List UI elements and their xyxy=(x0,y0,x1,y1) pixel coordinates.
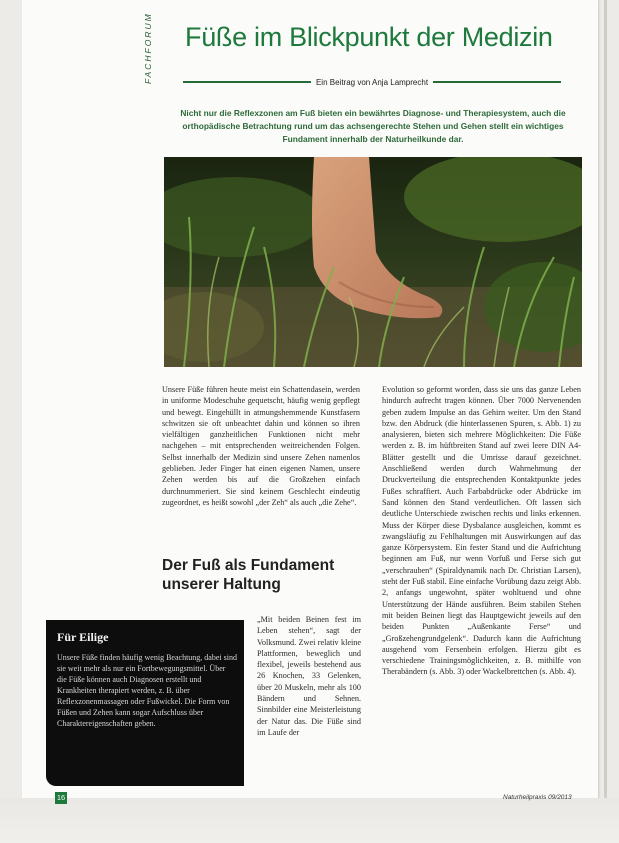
scan-margin xyxy=(0,798,619,843)
summary-box-text: Unsere Füße finden häufig wenig Beachtung, dabei sind sie weit mehr als nur ein Fortbewegungsmittel. Über die Füße können auch Diagnosen erstellt und Krankheiten therapiert werden, z. B. über Reflexzonenmassagen oder Fußwickel. Die Form von Füßen und Zehen kann sogar Aufschluss über Charaktereigenschaften geben. xyxy=(57,653,237,728)
lead-paragraph: Nicht nur die Reflexzonen am Fuß bieten ein bewährtes Diagnose- und Therapiesystem, auch die orthopädische Betrachtung rund um das achsengerechte Stehen und Gehen stellt ein wichtiges Fundament innerhalb der Naturheilkunde dar. xyxy=(180,108,566,144)
byline-rule-right xyxy=(433,81,561,83)
page-edge xyxy=(604,0,607,805)
byline-row xyxy=(183,76,561,88)
summary-box-title: Für Eilige xyxy=(57,630,109,644)
byline-rule-left xyxy=(183,81,311,83)
article-title: Füße im Blickpunkt der Medizin xyxy=(185,22,553,52)
body-column-right: Evolution so geformt worden, dass sie uns das ganze Leben hindurch aufrecht tragen können. Über 7000 Nervenenden geben zudem Impulse an das Gehirn weiter. Um den Stand bzw. den Abdruck (die hinterlassenen Spuren, s. Abb. 1) zu analysieren, bieten sich mehrere Möglichkeiten: Die Füße werden z. B. im hüftbreiten Stand auf zwei leere DIN A4-Blätter gestellt und die Umrisse darauf gezeichnet. Anschließend werden durch Wahrnehmung der Druckverteilung die entsprechenden Kontaktpunkte jedes Fußes schraffiert. Auch Farbabdrücke oder Abdrücke im Sand können den Stand verdeutlichen. Oft lassen sich deutliche Unterschiede zwischen rechts und links erkennen. Muss der Körper diese Dysbalance ausgleichen, kommt es zwangsläufig zu Fehlhaltungen mit Auswirkungen auf das ganze Körpersystem. Ein fester Stand und die Aufrichtung beginnen am Fuß, nur wenn Vorfuß und Ferse sich gut „verschrauben“ (Spiraldynamik nach Dr. Christian Larsen), steht der Fuß stabil. Eine einfache Vorübung dazu zeigt Abb. 2, anfangs ungewohnt, später wohltuend und ohne Unterstützung der Hände ausführen. Beim stabilen Stehen mit beiden Beinen liegt das Hauptgewicht jeweils auf den beiden Punkten „Außenkante Ferse“ und „Großzehengrundgelenk“. Dadurch kann die Aufrichtung ausgehend vom Fersenbein erfolgen. Hierzu gibt es verschiedene Trainingsmöglichkeiten, z. B. mithilfe von Therabändern (s. Abb. 3) oder Wackelbrettchen (s. Abb. 4). xyxy=(382,385,581,677)
magazine-reference: Naturheilpraxis 09/2013 xyxy=(503,794,572,801)
bare-foot-in-grass-photo xyxy=(164,157,582,367)
page-number: 16 xyxy=(56,793,66,802)
section-tag: FACHFORUM xyxy=(143,12,153,84)
body-column-left-top: Unsere Füße führen heute meist ein Schattendasein, werden in uniforme Modeschuhe gequetscht, häufig wenig gepflegt und bewegt. Eingehüllt in atmungshemmende Kunstfasern schwitzen sie oft unbeachtet dahin und können so ihren vielfältigen ganzheitlichen Funktionen nicht mehr nachgehen – mit entsprechenden weitreichenden Folgen. Selbst innerhalb der Medizin sind unsere Zehen namenlos geblieben. Jeder Finger hat einen eigenen Namen, unsere Zehen werden bis auf die Großzehen einfach durchnummeriert. Sie sind keinem Geschlecht eindeutig zugeordnet, es heißt sowohl „der Zeh“ als auch „die Zehe“. xyxy=(162,385,360,507)
body-column-left-bottom: „Mit beiden Beinen fest im Leben stehen“, sagt der Volksmund. Zwei relativ kleine Plattformen, beweglich und flexibel, jeweils bestehend aus 26 Knochen, 33 Gelenken, über 20 Muskeln, mehr als 100 Bändern und Sehnen. Sinnbilder eine Meisterleistung der Natur das. Die Füße sind im Laufe der xyxy=(257,615,361,737)
photo-illustration xyxy=(164,157,582,367)
section-subheading: Der Fuß als Fundament unserer Haltung xyxy=(162,557,335,593)
byline: Ein Beitrag von Anja Lamprecht xyxy=(315,77,429,87)
summary-box xyxy=(46,620,244,786)
